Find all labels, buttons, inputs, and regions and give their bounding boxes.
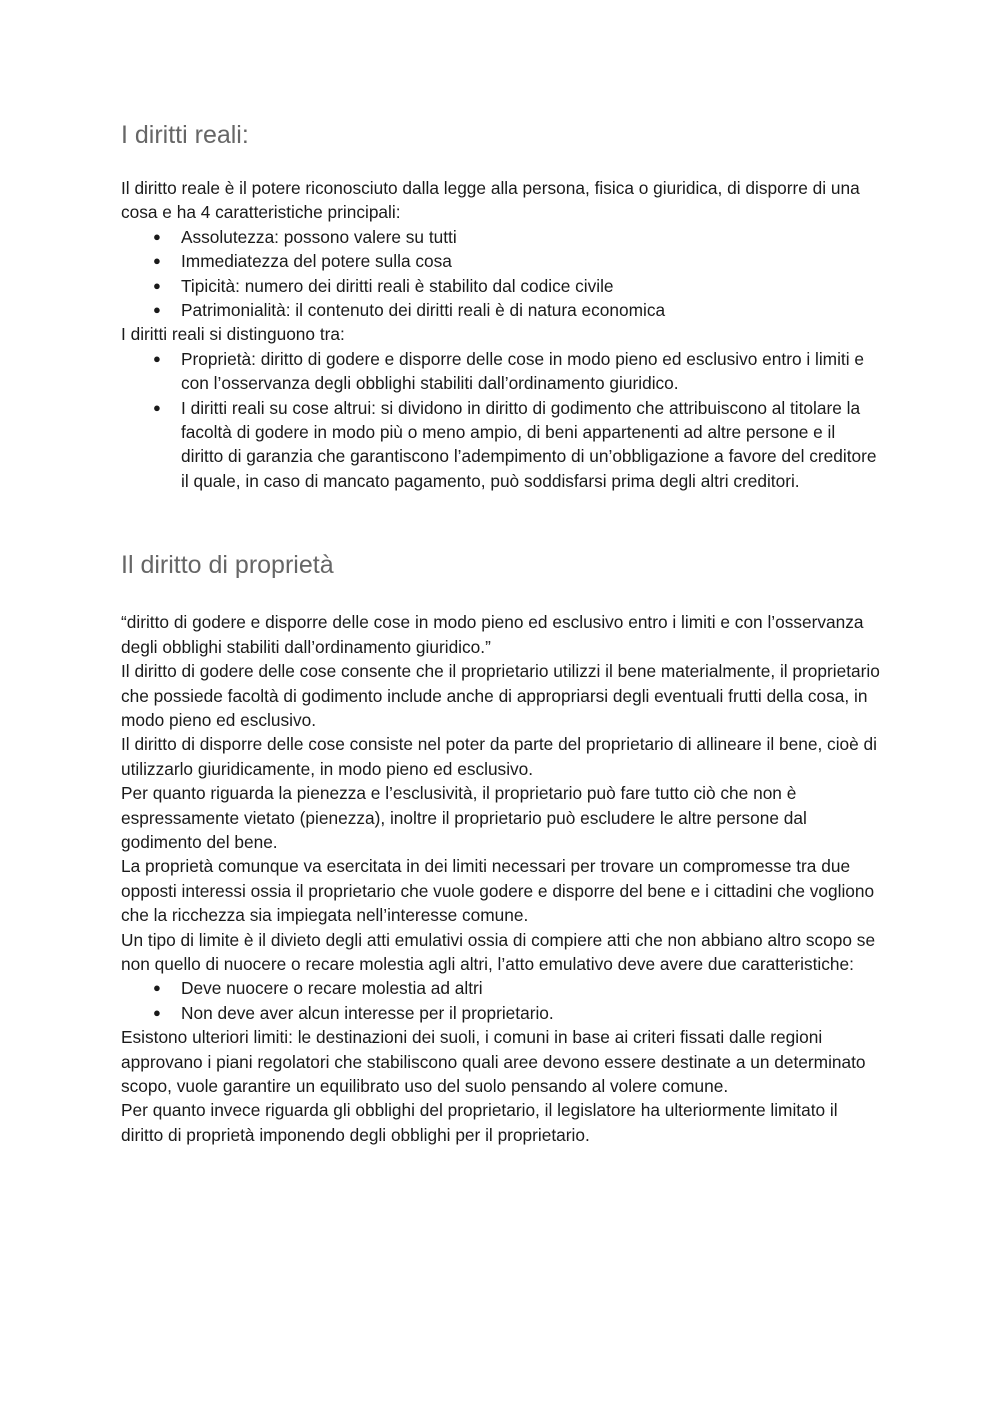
- body-paragraph: Per quanto riguarda la pienezza e l’esclusività, il proprietario può fare tutto ciò che non è espressamente vietato (pienezza), inoltre il proprietario può escludere le altre persone dal godimento del bene.: [121, 783, 807, 852]
- distinction-paragraph: I diritti reali si distinguono tra:: [121, 324, 345, 345]
- body-paragraph: “diritto di godere e disporre delle cose in modo pieno ed esclusivo entro i limiti e con l’osservanza degli obblighi stabiliti dall’ordinamento giuridico.”: [121, 612, 864, 657]
- body-paragraph: Il diritto di disporre delle cose consiste nel poter da parte del proprietario di allineare il bene, cioè di utilizzarlo giuridicamente, in modo pieno ed esclusivo.: [121, 734, 878, 779]
- list-item: ● Assolutezza: possono valere su tutti: [121, 225, 881, 249]
- list-item: ● Deve nuocere o recare molestia ad altri: [121, 976, 881, 1000]
- list-item: ● Immediatezza del potere sulla cosa: [121, 249, 881, 273]
- bullet-icon: ●: [153, 253, 161, 269]
- section-title-diritti-reali: I diritti reali:: [121, 121, 249, 149]
- bullet-icon: ●: [153, 1004, 161, 1020]
- body-paragraph: Esistono ulteriori limiti: le destinazioni dei suoli, i comuni in base ai criteri fissati dalle regioni approvano i piani regolatori che stabiliscono quali aree devono essere destinate a un determinato scopo, vuole garantire un equilibrato uso del suolo pensando al volere comune.: [121, 1027, 866, 1096]
- bullet-icon: ●: [153, 399, 161, 415]
- emulative-traits-list: [121, 976, 881, 1025]
- body-paragraph: Il diritto di godere delle cose consente che il proprietario utilizzi il bene materialmente, il proprietario che possiede facoltà di godimento include anche di appropriarsi degli eventuali frutti della cosa, in modo pieno ed esclusivo.: [121, 661, 880, 730]
- list-item: ● Proprietà: diritto di godere e disporre delle cose in modo pieno ed esclusivo entro i limiti e con l’osservanza degli obblighi stabiliti dall’ordinamento giuridico.: [153, 348, 864, 394]
- bullet-icon: ●: [153, 980, 161, 996]
- bullet-icon: ●: [153, 277, 161, 293]
- list-item: ● Patrimonialità: il contenuto dei diritti reali è di natura economica: [121, 298, 881, 322]
- section-title-diritto-proprieta: Il diritto di proprietà: [121, 551, 334, 580]
- body-paragraph: Un tipo di limite è il divieto degli atti emulativi ossia di compiere atti che non abbiano altro scopo se non quello di nuocere o recare molestia agli altri, l’atto emulativo deve avere due caratteristiche:: [121, 929, 876, 974]
- characteristics-list: [121, 225, 881, 323]
- list-item: ● Tipicità: numero dei diritti reali è stabilito dal codice civile: [121, 274, 881, 298]
- document-page: [121, 118, 881, 1147]
- bullet-icon: ●: [153, 302, 161, 318]
- bullet-icon: ●: [153, 350, 161, 366]
- body-paragraph: La proprietà comunque va esercitata in dei limiti necessari per trovare un compromesse tra due opposti interessi ossia il proprietario che vuole godere e disporre del bene e i cittadini che vogliono che la ricchezza sia impiegata nell’interesse comune.: [121, 856, 875, 926]
- intro-paragraph: Il diritto reale è il potere riconosciuto dalla legge alla persona, fisica o giuridica, di disporre di una cosa e ha 4 caratteristiche principali:: [121, 178, 860, 223]
- types-list: [121, 347, 881, 493]
- bullet-icon: ●: [153, 228, 161, 244]
- body-paragraph: Per quanto invece riguarda gli obblighi del proprietario, il legislatore ha ulteriormente limitato il diritto di proprietà imponendo degli obblighi per il proprietario.: [121, 1100, 838, 1145]
- list-item: ● Non deve aver alcun interesse per il proprietario.: [121, 1001, 881, 1025]
- list-item: ● I diritti reali su cose altrui: si dividono in diritto di godimento che attribuiscono al titolare la facoltà di godere in modo più o meno ampio, di beni appartenenti ad altre persone e il diritto di garanzia che garantiscono l’adempimento di un’obbligazione a favore del creditore il quale, in caso di mancato pagamento, può soddisfarsi prima degli altri creditori.: [153, 397, 877, 491]
